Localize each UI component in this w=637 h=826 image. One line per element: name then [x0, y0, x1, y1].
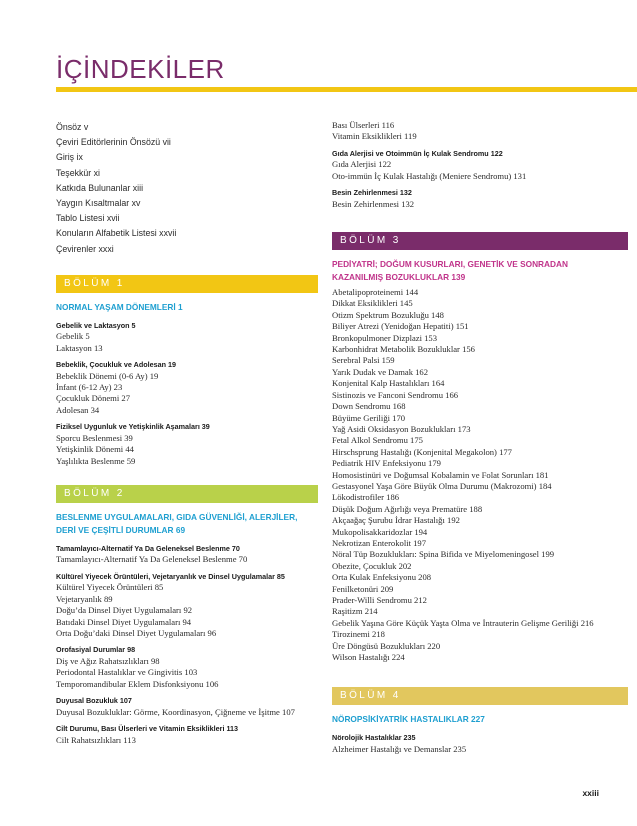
toc-entry[interactable]: Yağ Asidi Oksidasyon Bozuklukları 173 — [332, 423, 471, 434]
toc-entry[interactable]: Obezite, Çocukluk 202 — [332, 560, 412, 571]
toc-entry[interactable]: Vitamin Eksiklikleri 119 — [332, 131, 417, 142]
toc-entry[interactable]: Diş ve Ağız Rahatsızlıkları 98 — [56, 655, 160, 666]
toc-entry[interactable]: Fenilketonüri 209 — [332, 583, 394, 594]
toc-entry[interactable]: Orta Kulak Enfeksiyonu 208 — [332, 572, 432, 583]
toc-entry[interactable]: Wilson Hastalığı 224 — [332, 652, 405, 663]
page-number: xxiii — [582, 788, 599, 798]
page-title: İÇİNDEKİLER — [56, 54, 225, 84]
toc-entry[interactable]: Sporcu Beslenmesi 39 — [56, 432, 133, 443]
toc-entry[interactable]: Batıdaki Dinsel Diyet Uygulamaları 94 — [56, 616, 192, 627]
toc-entry[interactable]: Adolesan 34 — [56, 404, 100, 415]
toc-entry[interactable]: Raşitizm 214 — [332, 606, 378, 617]
toc-entry[interactable]: Konjenital Kalp Hastalıkları 164 — [332, 378, 445, 389]
toc-entry[interactable]: Düşük Doğum Ağırlığı veya Prematüre 188 — [332, 503, 483, 514]
toc-entry[interactable]: Pediatrik HIV Enfeksiyonu 179 — [332, 458, 441, 469]
toc-entry[interactable]: Gestasyonel Yaşa Göre Büyük Olma Durumu (Makrozomi) 184 — [332, 480, 552, 491]
bolum3-title[interactable]: PEDİYATRİ; DOĞUM KUSURLARI, GENETİK VE SONRADAN KAZANILMIŞ BOZUKLUKLAR 139 — [332, 259, 569, 283]
section-heading[interactable]: Gebelik ve Laktasyon 5 — [56, 320, 136, 330]
toc-entry[interactable]: Bebeklik Dönemi (0-6 Ay) 19 — [56, 370, 159, 381]
toc-entry[interactable]: Bası Ülserleri 116 — [332, 120, 395, 130]
toc-entry[interactable]: Yarık Dudak ve Damak 162 — [332, 366, 429, 377]
toc-entry[interactable]: Fetal Alkol Sendromu 175 — [332, 435, 423, 446]
toc-entry[interactable]: İnfant (6-12 Ay) 23 — [56, 382, 123, 393]
toc-entry[interactable]: Periodontal Hastalıklar ve Gingivitis 103 — [56, 667, 198, 678]
title-rule — [56, 87, 637, 92]
section-heading[interactable]: Orofasiyal Durumlar 98 — [56, 645, 136, 655]
toc-entry[interactable]: Çevirenler xxxi — [56, 243, 114, 254]
toc-entry[interactable]: Doğu’da Dinsel Diyet Uygulamaları 92 — [56, 605, 193, 616]
bolum3-banner: BÖLÜM 3 — [332, 232, 628, 250]
toc-entry[interactable]: Oto-immün İç Kulak Hastalığı (Meniere Sendromu) 131 — [332, 170, 527, 181]
left-column — [56, 120, 318, 746]
section-heading[interactable]: Kültürel Yiyecek Örüntüleri, Vejetaryanlık ve Dinsel Uygulamalar 85 — [56, 571, 285, 581]
section-heading[interactable]: Duyusal Bozukluk 107 — [56, 696, 132, 706]
bolum4-banner: BÖLÜM 4 — [332, 687, 628, 705]
toc-entry[interactable]: Nekrotizan Enterokolit 197 — [332, 537, 427, 548]
toc-entry[interactable]: Üre Döngüsü Bozuklukları 220 — [332, 640, 441, 651]
toc-entry[interactable]: Mukopolisakkaridozlar 194 — [332, 526, 428, 537]
toc-entry[interactable]: Çeviri Editörlerinin Önsözü vii — [56, 137, 171, 148]
front-matter — [56, 120, 318, 257]
toc-entry[interactable]: Yetişkinlik Dönemi 44 — [56, 444, 134, 455]
toc-entry[interactable]: Kültürel Yiyecek Örüntüleri 85 — [56, 582, 164, 593]
toc-entry[interactable]: Giriş ix — [56, 152, 83, 163]
toc-entry[interactable]: Alzheimer Hastalığı ve Demanslar 235 — [332, 743, 467, 754]
right-column — [332, 120, 612, 755]
toc-entry[interactable]: Cilt Rahatsızlıkları 113 — [56, 734, 136, 745]
section-heading[interactable]: Gıda Alerjisi ve Otoimmün İç Kulak Sendromu 122 — [332, 148, 503, 158]
toc-entry[interactable]: Laktasyon 13 — [56, 342, 103, 353]
toc-entry[interactable]: Konuların Alfabetik Listesi xxvii — [56, 228, 177, 239]
toc-entry[interactable]: Duyusal Bozukluklar: Görme, Koordinasyon, Çiğneme ve İşitme 107 — [56, 706, 295, 717]
toc-entry[interactable]: Nöral Tüp Bozuklukları: Spina Bifida ve Miyelomeningosel 199 — [332, 549, 555, 560]
toc-entry[interactable]: Besin Zehirlenmesi 132 — [332, 198, 415, 209]
toc-entry[interactable]: Vejetaryanlık 89 — [56, 593, 113, 604]
toc-entry[interactable]: Tirozinemi 218 — [332, 629, 385, 640]
toc-entry[interactable]: Tamamlayıcı-Alternatif Ya Da Geleneksel Beslenme 70 — [56, 554, 248, 565]
toc-entry[interactable]: Bronkopulmoner Dizplazi 153 — [332, 332, 438, 343]
toc-entry[interactable]: Gebelik 5 — [56, 331, 90, 342]
bolum4-title[interactable]: NÖROPSİKİYATRİK HASTALIKLAR 227 — [332, 714, 485, 725]
toc-entry[interactable]: Dikkat Eksiklikleri 145 — [332, 298, 413, 309]
toc-entry[interactable]: Gebelik Yaşına Göre Küçük Yaşta Olma ve İntrauterin Gelişme Geriliği 216 — [332, 617, 594, 628]
toc-entry[interactable]: Lökodistrofiler 186 — [332, 492, 400, 503]
section-heading[interactable]: Besin Zehirlenmesi 132 — [332, 188, 412, 198]
toc-entry[interactable]: Yaygın Kısaltmalar xv — [56, 198, 141, 209]
toc-entry[interactable]: Akçaağaç Şurubu İdrar Hastalığı 192 — [332, 515, 460, 526]
section-heading[interactable]: Cilt Durumu, Bası Ülserleri ve Vitamin Eksiklikleri 113 — [56, 724, 239, 734]
section-heading[interactable]: Bebeklik, Çocukluk ve Adolesan 19 — [56, 360, 176, 370]
toc-entry[interactable]: Hirschsprung Hastalığı (Konjenital Megakolon) 177 — [332, 446, 512, 457]
bolum2-banner: BÖLÜM 2 — [56, 485, 318, 503]
bolum1-title[interactable]: NORMAL YAŞAM DÖNEMLERİ 1 — [56, 301, 183, 312]
toc-entry[interactable]: Katkıda Bulunanlar xiii — [56, 182, 144, 193]
toc-entry[interactable]: Karbonhidrat Metabolik Bozukluklar 156 — [332, 344, 475, 355]
toc-entry[interactable]: Down Sendromu 168 — [332, 401, 406, 412]
toc-entry[interactable]: Teşekkür xi — [56, 167, 100, 178]
toc-entry[interactable]: Prader-Willi Sendromu 212 — [332, 595, 427, 605]
toc-entry[interactable]: Temporomandibular Eklem Disfonksiyonu 106 — [56, 678, 219, 689]
toc-entry[interactable]: Homosistinüri ve Doğumsal Kobalamin ve Folat Sorunları 181 — [332, 469, 549, 480]
toc-entry[interactable]: Serebral Palsi 159 — [332, 355, 395, 366]
toc-entry[interactable]: Biliyer Atrezi (Yenidoğan Hepatiti) 151 — [332, 321, 469, 332]
section-heading[interactable]: Fiziksel Uygunluk ve Yetişkinlik Aşamaları 39 — [56, 422, 210, 432]
toc-entry[interactable]: Çocukluk Dönemi 27 — [56, 393, 130, 404]
toc-entry[interactable]: Büyüme Geriliği 170 — [332, 412, 406, 423]
toc-entry[interactable]: Gıda Alerjisi 122 — [332, 159, 392, 170]
toc-entry[interactable]: Tablo Listesi xvii — [56, 213, 120, 224]
bolum2-title[interactable]: BESLENME UYGULAMALARI, GIDA GÜVENLİĞİ, ALERJİLER, DERİ VE ÇEŞİTLİ DURUMLAR 69 — [56, 511, 298, 535]
toc-entry[interactable]: Yaşlılıkta Beslenme 59 — [56, 455, 136, 466]
toc-entry[interactable]: Abetalipoproteinemi 144 — [332, 287, 419, 298]
section-heading[interactable]: Tamamlayıcı-Alternatif Ya Da Geleneksel Beslenme 70 — [56, 543, 240, 553]
section-heading[interactable]: Nörolojik Hastalıklar 235 — [332, 733, 416, 743]
toc-entry[interactable]: Orta Doğu’daki Dinsel Diyet Uygulamaları 96 — [56, 628, 217, 639]
toc-entry[interactable]: Önsöz v — [56, 122, 89, 132]
toc-entry[interactable]: Sistinozis ve Fanconi Sendromu 166 — [332, 389, 459, 400]
bolum1-banner: BÖLÜM 1 — [56, 275, 318, 293]
toc-entry[interactable]: Otizm Spektrum Bozukluğu 148 — [332, 309, 444, 320]
